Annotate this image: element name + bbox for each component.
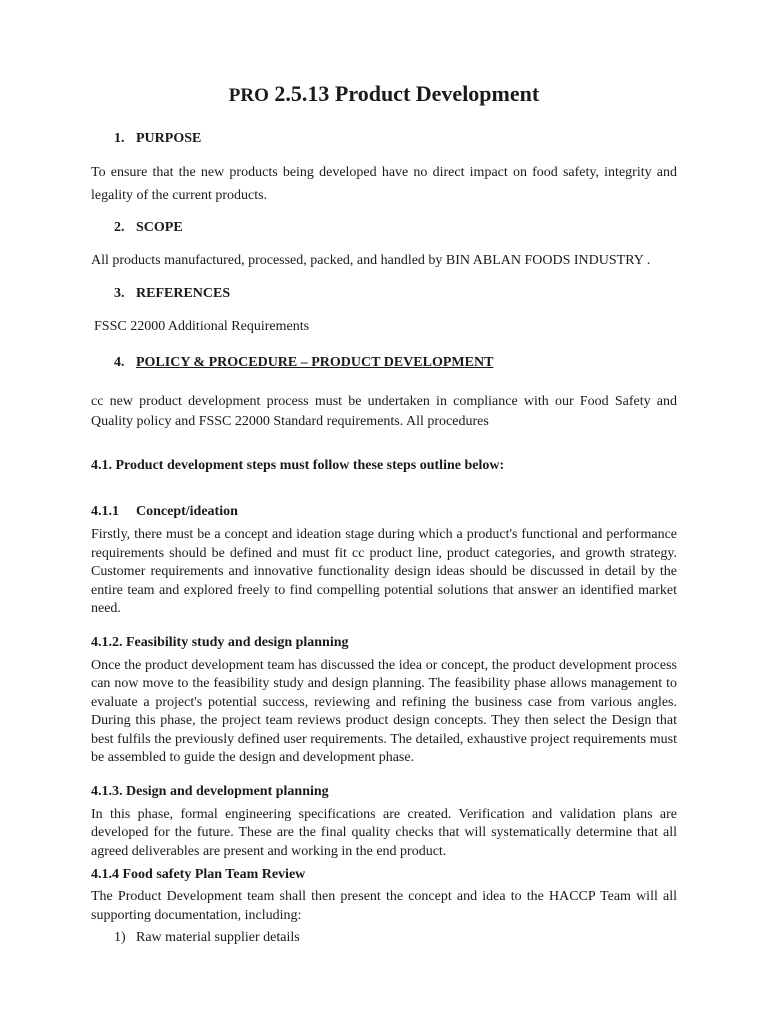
list-item-number: 1)	[114, 930, 126, 945]
feasibility-heading: 4.1.2. Feasibility study and design planning	[91, 634, 349, 650]
purpose-title: PURPOSE	[136, 131, 202, 146]
review-heading: 4.1.4 Food safety Plan Team Review	[91, 867, 306, 882]
policy-title: POLICY & PROCEDURE – PRODUCT DEVELOPMENT	[136, 355, 494, 370]
references-heading	[91, 285, 677, 303]
steps-intro: 4.1. Product development steps must follow these steps outline below:	[91, 458, 505, 473]
design-body: In this phase, formal engineering specifications are created. Verification and validation plans are developed for the future. These are the final quality checks that will systematically determine that all agreed deliverables are present and working in the end product.	[91, 806, 677, 859]
policy-heading	[91, 354, 677, 372]
feasibility-body: Once the product development team has discussed the idea or concept, the product development process can now move to the feasibility study and design planning. The feasibility phase allows management to evaluate a project's potential success, reviewing and refining the business case from various angles. During this phase, the project team reviews product design concepts. They then select the Design that best fulfils the previously defined user requirements. The detailed, exhaustive project requirements must be assembled to guide the design and development phase.	[91, 657, 677, 765]
review-body: The Product Development team shall then present the concept and idea to the HACCP Team will all supporting documentation, including:	[91, 889, 677, 923]
scope-body: All products manufactured, processed, packed, and handled by BIN ABLAN FOODS INDUSTRY .	[91, 253, 651, 268]
policy-number: 4.	[114, 355, 125, 370]
list-item	[91, 929, 677, 947]
purpose-heading	[91, 130, 677, 148]
policy-body: cc new product development process must be undertaken in compliance with our Food Safety and Quality policy and FSSC 22000 Standard requirements. All procedures	[91, 394, 677, 429]
concept-number: 4.1.1	[91, 504, 119, 519]
scope-number: 2.	[114, 220, 125, 235]
concept-title: Concept/ideation	[136, 504, 238, 519]
purpose-body: To ensure that the new products being developed have no direct impact on food safety, integrity and legality of the current products.	[91, 165, 677, 203]
list-item-text: Raw material supplier details	[136, 930, 300, 945]
title-prefix: PRO	[228, 85, 269, 106]
references-title: REFERENCES	[136, 285, 231, 301]
references-number: 3.	[114, 285, 125, 301]
scope-heading	[91, 219, 677, 237]
scope-title: SCOPE	[136, 220, 183, 235]
title-main: 2.5.13 Product Development	[274, 81, 540, 106]
concept-body: Firstly, there must be a concept and ideation stage during which a product's functional and performance requirements should be defined and must fit cc product line, product categories, and growth strategy. Customer requirements and innovative functionality design ideas should be discussed in detail by the entire team and explored freely to find compelling potential solutions that answer an identified market need.	[91, 527, 677, 616]
references-body: FSSC 22000 Additional Requirements	[94, 318, 310, 334]
document-title	[91, 0, 677, 110]
design-heading: 4.1.3. Design and development planning	[91, 783, 329, 799]
purpose-number: 1.	[114, 131, 125, 146]
concept-heading	[91, 503, 677, 521]
